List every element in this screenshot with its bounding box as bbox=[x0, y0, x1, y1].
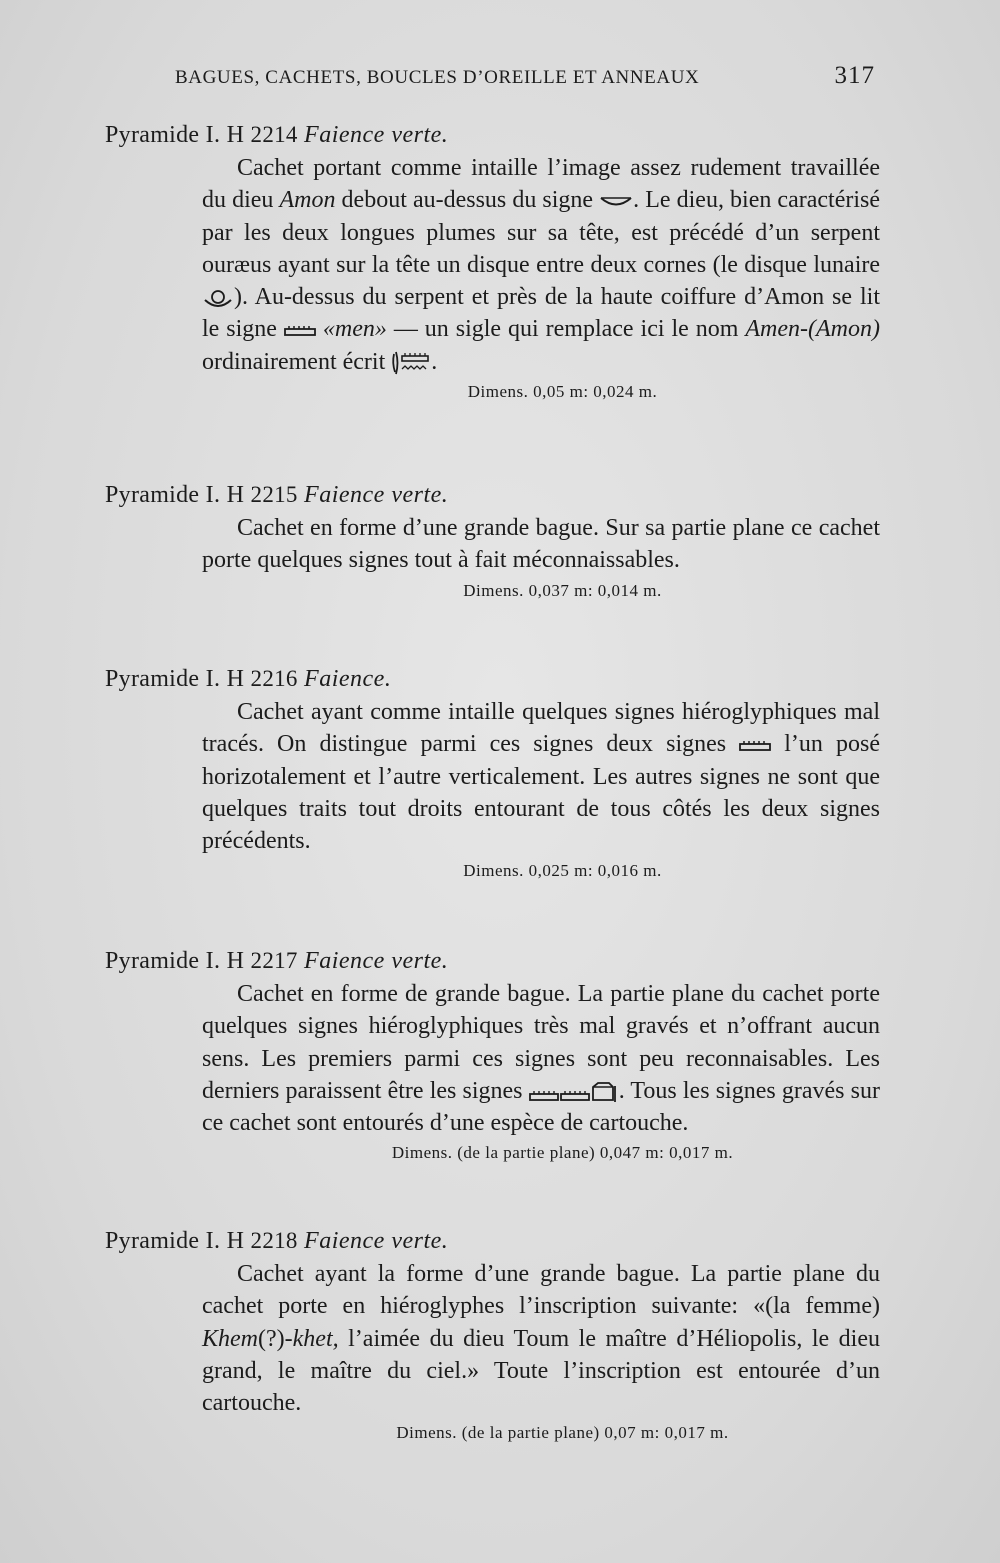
entry-label: Pyramide I. H bbox=[105, 482, 245, 508]
mn-gameboard-hieroglyph-icon bbox=[284, 325, 316, 337]
entry-number: 2216 bbox=[250, 666, 298, 691]
running-head bbox=[175, 62, 875, 90]
entry-label: Pyramide I. H bbox=[105, 666, 245, 692]
entry-material: Faience verte. bbox=[304, 122, 449, 148]
entry-material: Faience verte. bbox=[304, 1228, 449, 1254]
entry-heading bbox=[105, 944, 880, 978]
entry-label: Pyramide I. H bbox=[105, 1228, 245, 1254]
entry-dimensions: Dimens. 0,025 m: 0,016 m. bbox=[463, 861, 662, 881]
entry-dimensions: Dimens. (de la partie plane) 0,07 m: 0,017 m. bbox=[396, 1423, 729, 1443]
mn-mn-shrine-hieroglyph-icon bbox=[529, 1080, 619, 1104]
entry-material: Faience verte. bbox=[304, 482, 449, 508]
entry-heading bbox=[105, 662, 880, 696]
basket-hieroglyph-icon bbox=[599, 195, 633, 209]
entry-label: Pyramide I. H bbox=[105, 948, 245, 974]
entry-material: Faience verte. bbox=[304, 948, 449, 974]
entry-dimensions: Dimens. 0,037 m: 0,014 m. bbox=[463, 580, 662, 600]
catalog-entry bbox=[105, 478, 880, 601]
entry-heading bbox=[105, 118, 880, 152]
entry-heading bbox=[105, 478, 880, 512]
entry-heading bbox=[105, 1224, 880, 1258]
entry-dimensions: Dimens. 0,05 m: 0,024 m. bbox=[467, 382, 658, 402]
catalog-entry bbox=[105, 1224, 880, 1443]
entry-description: Cachet en forme d’une grande bague. Sur sa partie plane ce cachet porte quelques signes tout à fait méconnaissables. bbox=[202, 515, 880, 574]
amen-name-hieroglyph-icon bbox=[391, 348, 431, 378]
mn-gameboard-hieroglyph-icon bbox=[739, 740, 771, 752]
entry-label: Pyramide I. H bbox=[105, 122, 245, 148]
running-head-title: BAGUES, CACHETS, BOUCLES D’OREILLE ET ANNEAUX bbox=[175, 67, 700, 88]
entry-number: 2217 bbox=[250, 948, 298, 973]
moon-disk-hieroglyph-icon bbox=[202, 288, 234, 310]
entry-description: Cachet ayant la forme d’une grande bague. La partie plane du cachet porte en hiéroglyphes l’inscription suivante: «(la femme) Khem(?)-khet, l’aimée du dieu Toum le maître d’Héliopolis, le dieu grand, le maître du ciel.» Toute l’inscription est entourée d’un cartouche. bbox=[202, 1261, 880, 1417]
entry-dimensions: Dimens. (de la partie plane) 0,047 m: 0,017 m. bbox=[391, 1143, 734, 1163]
entry-number: 2215 bbox=[250, 482, 298, 507]
entry-material: Faience. bbox=[304, 666, 392, 692]
page-number: 317 bbox=[834, 62, 875, 89]
catalog-entry bbox=[105, 662, 880, 881]
entry-description: Cachet ayant comme intaille quelques signes hiéroglyphiques mal tracés. On distingue parmi ces signes deux signes l’un posé horizotalement et l’autre verticalement. Les autres signes ne sont que quelques traits tout droits entourant de tous côtés les deux signes précédents. bbox=[202, 699, 880, 855]
entry-number: 2218 bbox=[250, 1228, 298, 1253]
catalog-entry bbox=[105, 944, 880, 1163]
catalog-entry bbox=[105, 118, 880, 402]
entry-description: Cachet portant comme intaille l’image assez rudement travaillée du dieu Amon debout au-dessus du signe . Le dieu, bien caractérisé par les deux longues plumes sur sa tête, est précédé d’un serpent ouræus ayant sur la tête un disque entre deux cornes (le disque lunaire ). Au-dessus du serpent et près de la haute coiffure d’Amon se lit le signe «men» — un sigle qui remplace ici le nom Amen-(Amon) ordinairement écrit . bbox=[202, 152, 880, 378]
entry-description: Cachet en forme de grande bague. La partie plane du cachet porte quelques signes hiéroglyphiques très mal gravés et n’offrant aucun sens. Les premiers parmi ces signes sont peu reconnaisables. Les derniers paraissent être les signes . Tous les signes gravés sur ce cachet sont entourés d’une espèce de cartouche. bbox=[202, 981, 880, 1137]
entry-number: 2214 bbox=[250, 122, 298, 147]
